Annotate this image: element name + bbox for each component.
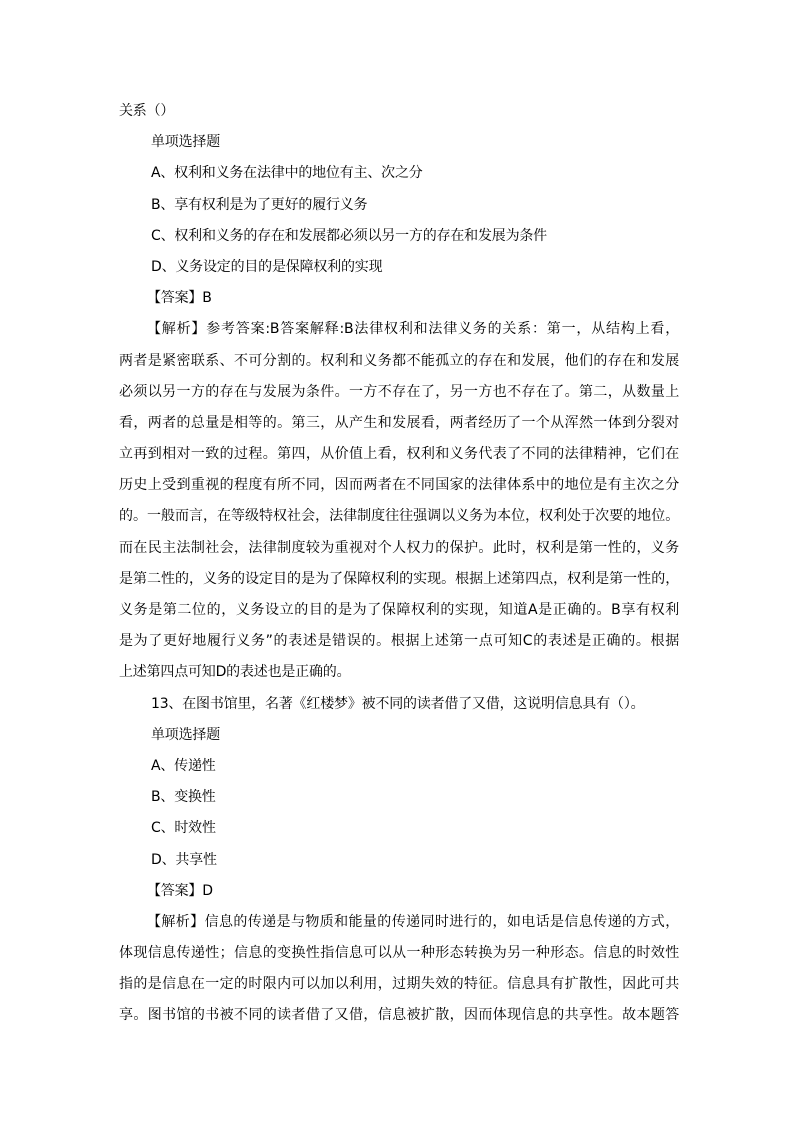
question-stem: 关系（） xyxy=(119,103,175,119)
analysis-line: 是为了更好地履行义务”的表述是错误的。根据上述第一点可知C的表述是正确的。根据 xyxy=(119,633,679,650)
question-stem: 13、在图书馆里，名著《红楼梦》被不同的读者借了又借，这说明信息具有（）。 xyxy=(151,695,645,712)
option-a: A、权利和义务在法律中的地位有主、次之分 xyxy=(151,165,423,182)
option-d: D、共享性 xyxy=(151,851,217,868)
document-page xyxy=(119,96,679,1032)
option-c: C、权利和义务的存在和发展都必须以另一方的存在和发展为条件 xyxy=(151,227,547,244)
option-b: B、享有权利是为了更好的履行义务 xyxy=(151,196,368,213)
analysis-line: 上述第四点可知D的表述也是正确的。 xyxy=(119,664,351,681)
analysis-line: 立再到相对一致的过程。第四，从价值上看，权利和义务代表了不同的法律精神，它们在 xyxy=(119,446,679,463)
answer: 【答案】B xyxy=(147,290,212,307)
option-b: B、变换性 xyxy=(151,789,216,806)
analysis-line: 【解析】信息的传递是与物质和能量的传递同时进行的，如电话是信息传递的方式， xyxy=(147,913,679,930)
analysis-line: 两者是紧密联系、不可分割的。权利和义务都不能孤立的存在和发展，他们的存在和发展 xyxy=(119,352,679,369)
analysis-line: 【解析】参考答案:B答案解释:B法律权利和法律义务的关系：第一，从结构上看， xyxy=(147,321,679,338)
analysis-line: 看，两者的总量是相等的。第三，从产生和发展看，两者经历了一个从浑然一体到分裂对 xyxy=(119,414,679,431)
answer: 【答案】D xyxy=(147,882,213,899)
question-type: 单项选择题 xyxy=(151,134,220,151)
option-d: D、义务设定的目的是保障权利的实现 xyxy=(151,258,383,275)
analysis-line: 享。图书馆的书被不同的读者借了又借，信息被扩散，因而体现信息的共享性。故本题答 xyxy=(119,1007,679,1024)
analysis-line: 义务是第二位的，义务设立的目的是为了保障权利的实现，知道A是正确的。B享有权利 xyxy=(119,602,679,618)
analysis-line: 历史上受到重视的程度有所不同，因而两者在不同国家的法律体系中的地位是有主次之分 xyxy=(119,477,679,494)
analysis-line: 的。一般而言，在等级特权社会，法律制度往往强调以义务为本位，权利处于次要的地位。 xyxy=(119,508,679,525)
analysis-line: 是第二性的，义务的设定目的是为了保障权利的实现。根据上述第四点，权利是第一性的， xyxy=(119,570,679,587)
option-c: C、时效性 xyxy=(151,820,216,837)
analysis-line: 而在民主法制社会，法律制度较为重视对个人权力的保护。此时，权利是第一性的，义务 xyxy=(119,539,679,556)
analysis-line: 必须以另一方的存在与发展为条件。一方不存在了，另一方也不存在了。第二，从数量上 xyxy=(119,383,679,400)
question-type: 单项选择题 xyxy=(151,726,220,743)
option-a: A、传递性 xyxy=(151,757,216,774)
analysis-line: 指的是信息在一定的时限内可以加以利用，过期失效的特征。信息具有扩散性，因此可共 xyxy=(119,976,679,993)
analysis-line: 体现信息传递性；信息的变换性指信息可以从一种形态转换为另一种形态。信息的时效性 xyxy=(119,945,679,962)
